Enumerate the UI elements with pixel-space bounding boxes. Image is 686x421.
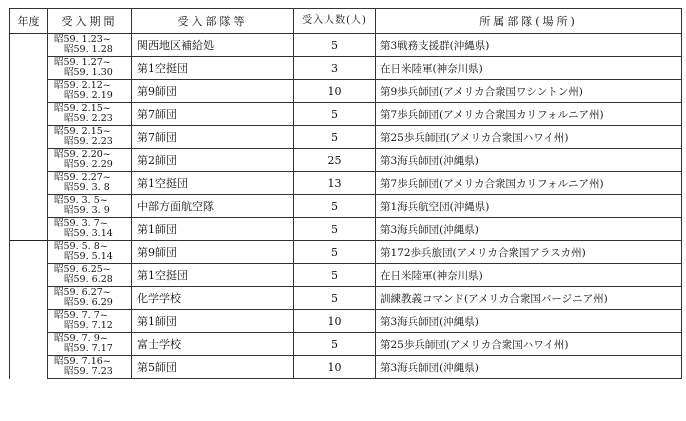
year-cell bbox=[10, 264, 48, 287]
period-start: 昭59. 2.20~ bbox=[54, 149, 111, 160]
period-end: 昭59. 2.29 bbox=[64, 159, 113, 170]
table-row bbox=[10, 80, 682, 103]
period-end: 昭59. 6.28 bbox=[64, 274, 113, 285]
period-start: 昭59. 7. 7~ bbox=[54, 310, 108, 321]
unit-cell: 関西地区補給処 bbox=[132, 34, 294, 57]
period-end: 昭59. 7.17 bbox=[64, 343, 113, 354]
table-row bbox=[10, 57, 682, 80]
unit-cell: 第7師団 bbox=[132, 126, 294, 149]
period-start: 昭59. 6.27~ bbox=[54, 287, 111, 298]
count-cell: 5 bbox=[294, 103, 376, 126]
count-cell: 5 bbox=[294, 287, 376, 310]
period-end: 昭59. 2.23 bbox=[64, 113, 113, 124]
period-end: 昭59. 1.28 bbox=[64, 44, 113, 55]
table-row bbox=[10, 195, 682, 218]
period-end: 昭59. 3.14 bbox=[64, 228, 113, 239]
unit-cell: 第1空挺団 bbox=[132, 264, 294, 287]
year-cell bbox=[10, 333, 48, 356]
period-cell bbox=[48, 218, 132, 241]
count-cell: 5 bbox=[294, 264, 376, 287]
affiliation-cell: 第3海兵師団(沖縄県) bbox=[376, 218, 682, 241]
period-cell bbox=[48, 149, 132, 172]
period-end: 昭59. 3. 8 bbox=[64, 182, 110, 193]
affiliation-cell: 第25歩兵師団(アメリカ合衆国ハワイ州) bbox=[376, 126, 682, 149]
unit-cell: 化学学校 bbox=[132, 287, 294, 310]
table-row bbox=[10, 333, 682, 356]
period-end: 昭59. 2.19 bbox=[64, 90, 113, 101]
period-cell bbox=[48, 126, 132, 149]
table-row bbox=[10, 241, 682, 264]
table-body bbox=[10, 34, 682, 379]
period-cell bbox=[48, 195, 132, 218]
period-start: 昭59. 1.23~ bbox=[54, 34, 111, 45]
period-cell bbox=[48, 34, 132, 57]
table-row bbox=[10, 34, 682, 57]
period-end: 昭59. 1.30 bbox=[64, 67, 113, 78]
period-start: 昭59. 2.15~ bbox=[54, 103, 111, 114]
unit-cell: 第1空挺団 bbox=[132, 172, 294, 195]
period-cell bbox=[48, 333, 132, 356]
header-affiliation: 所属部隊(場所) bbox=[376, 9, 682, 34]
count-cell: 13 bbox=[294, 172, 376, 195]
affiliation-cell: 第3海兵師団(沖縄県) bbox=[376, 149, 682, 172]
affiliation-cell: 第9歩兵師団(アメリカ合衆国ワシントン州) bbox=[376, 80, 682, 103]
year-cell bbox=[10, 195, 48, 218]
period-cell bbox=[48, 172, 132, 195]
affiliation-cell: 第7歩兵師団(アメリカ合衆国カリフォルニア州) bbox=[376, 103, 682, 126]
year-cell bbox=[10, 126, 48, 149]
unit-cell: 第9師団 bbox=[132, 241, 294, 264]
period-cell bbox=[48, 80, 132, 103]
count-cell: 5 bbox=[294, 241, 376, 264]
affiliation-cell: 第3戦務支援群(沖縄県) bbox=[376, 34, 682, 57]
header-row bbox=[10, 9, 682, 34]
year-cell bbox=[10, 356, 48, 379]
table-row bbox=[10, 126, 682, 149]
table-row bbox=[10, 103, 682, 126]
unit-cell: 第1空挺団 bbox=[132, 57, 294, 80]
period-start: 昭59. 5. 8~ bbox=[54, 241, 108, 252]
affiliation-cell: 訓練教義コマンド(アメリカ合衆国バージニア州) bbox=[376, 287, 682, 310]
year-cell bbox=[10, 241, 48, 264]
year-cell bbox=[10, 57, 48, 80]
table-row bbox=[10, 356, 682, 379]
period-cell bbox=[48, 57, 132, 80]
year-cell bbox=[10, 172, 48, 195]
acceptance-table bbox=[9, 8, 682, 379]
count-cell: 5 bbox=[294, 126, 376, 149]
count-cell: 10 bbox=[294, 80, 376, 103]
count-cell: 5 bbox=[294, 34, 376, 57]
unit-cell: 第9師団 bbox=[132, 80, 294, 103]
period-start: 昭59. 7.16~ bbox=[54, 356, 111, 367]
affiliation-cell: 在日米陸軍(神奈川県) bbox=[376, 57, 682, 80]
header-period: 受入期間 bbox=[48, 9, 132, 34]
unit-cell: 富士学校 bbox=[132, 333, 294, 356]
period-end: 昭59. 2.23 bbox=[64, 136, 113, 147]
period-start: 昭59. 7. 9~ bbox=[54, 333, 108, 344]
unit-cell: 第7師団 bbox=[132, 103, 294, 126]
count-cell: 3 bbox=[294, 57, 376, 80]
count-cell: 5 bbox=[294, 333, 376, 356]
affiliation-cell: 第172歩兵旅団(アメリカ合衆国アラスカ州) bbox=[376, 241, 682, 264]
period-end: 昭59. 7.23 bbox=[64, 366, 113, 377]
affiliation-cell: 第3海兵師団(沖縄県) bbox=[376, 310, 682, 333]
year-cell bbox=[10, 218, 48, 241]
year-cell bbox=[10, 34, 48, 57]
period-start: 昭59. 1.27~ bbox=[54, 57, 111, 68]
table-row bbox=[10, 149, 682, 172]
period-end: 昭59. 6.29 bbox=[64, 297, 113, 308]
count-cell: 5 bbox=[294, 218, 376, 241]
year-cell bbox=[10, 149, 48, 172]
period-end: 昭59. 5.14 bbox=[64, 251, 113, 262]
period-cell bbox=[48, 287, 132, 310]
period-start: 昭59. 2.12~ bbox=[54, 80, 111, 91]
year-cell bbox=[10, 103, 48, 126]
period-cell bbox=[48, 356, 132, 379]
period-start: 昭59. 2.27~ bbox=[54, 172, 111, 183]
year-cell bbox=[10, 287, 48, 310]
period-end: 昭59. 7.12 bbox=[64, 320, 113, 331]
period-end: 昭59. 3. 9 bbox=[64, 205, 110, 216]
year-cell bbox=[10, 80, 48, 103]
period-cell bbox=[48, 264, 132, 287]
unit-cell: 第1師団 bbox=[132, 218, 294, 241]
period-start: 昭59. 6.25~ bbox=[54, 264, 111, 275]
period-start: 昭59. 2.15~ bbox=[54, 126, 111, 137]
unit-cell: 第5師団 bbox=[132, 356, 294, 379]
period-cell bbox=[48, 103, 132, 126]
period-start: 昭59. 3. 5~ bbox=[54, 195, 108, 206]
count-cell: 5 bbox=[294, 195, 376, 218]
table-row bbox=[10, 310, 682, 333]
count-cell: 10 bbox=[294, 356, 376, 379]
affiliation-cell: 第7歩兵師団(アメリカ合衆国カリフォルニア州) bbox=[376, 172, 682, 195]
table-row bbox=[10, 172, 682, 195]
affiliation-cell: 第1海兵航空団(沖縄県) bbox=[376, 195, 682, 218]
header-count: 受入人数(人) bbox=[294, 9, 376, 34]
period-start: 昭59. 3. 7~ bbox=[54, 218, 108, 229]
header-unit: 受入部隊等 bbox=[132, 9, 294, 34]
affiliation-cell: 第3海兵師団(沖縄県) bbox=[376, 356, 682, 379]
table-row bbox=[10, 218, 682, 241]
header-year: 年度 bbox=[10, 9, 48, 34]
unit-cell: 中部方面航空隊 bbox=[132, 195, 294, 218]
table-row bbox=[10, 264, 682, 287]
table-row bbox=[10, 287, 682, 310]
period-cell bbox=[48, 310, 132, 333]
count-cell: 25 bbox=[294, 149, 376, 172]
unit-cell: 第1師団 bbox=[132, 310, 294, 333]
affiliation-cell: 在日米陸軍(神奈川県) bbox=[376, 264, 682, 287]
count-cell: 10 bbox=[294, 310, 376, 333]
period-cell bbox=[48, 241, 132, 264]
unit-cell: 第2師団 bbox=[132, 149, 294, 172]
year-cell bbox=[10, 310, 48, 333]
affiliation-cell: 第25歩兵師団(アメリカ合衆国ハワイ州) bbox=[376, 333, 682, 356]
